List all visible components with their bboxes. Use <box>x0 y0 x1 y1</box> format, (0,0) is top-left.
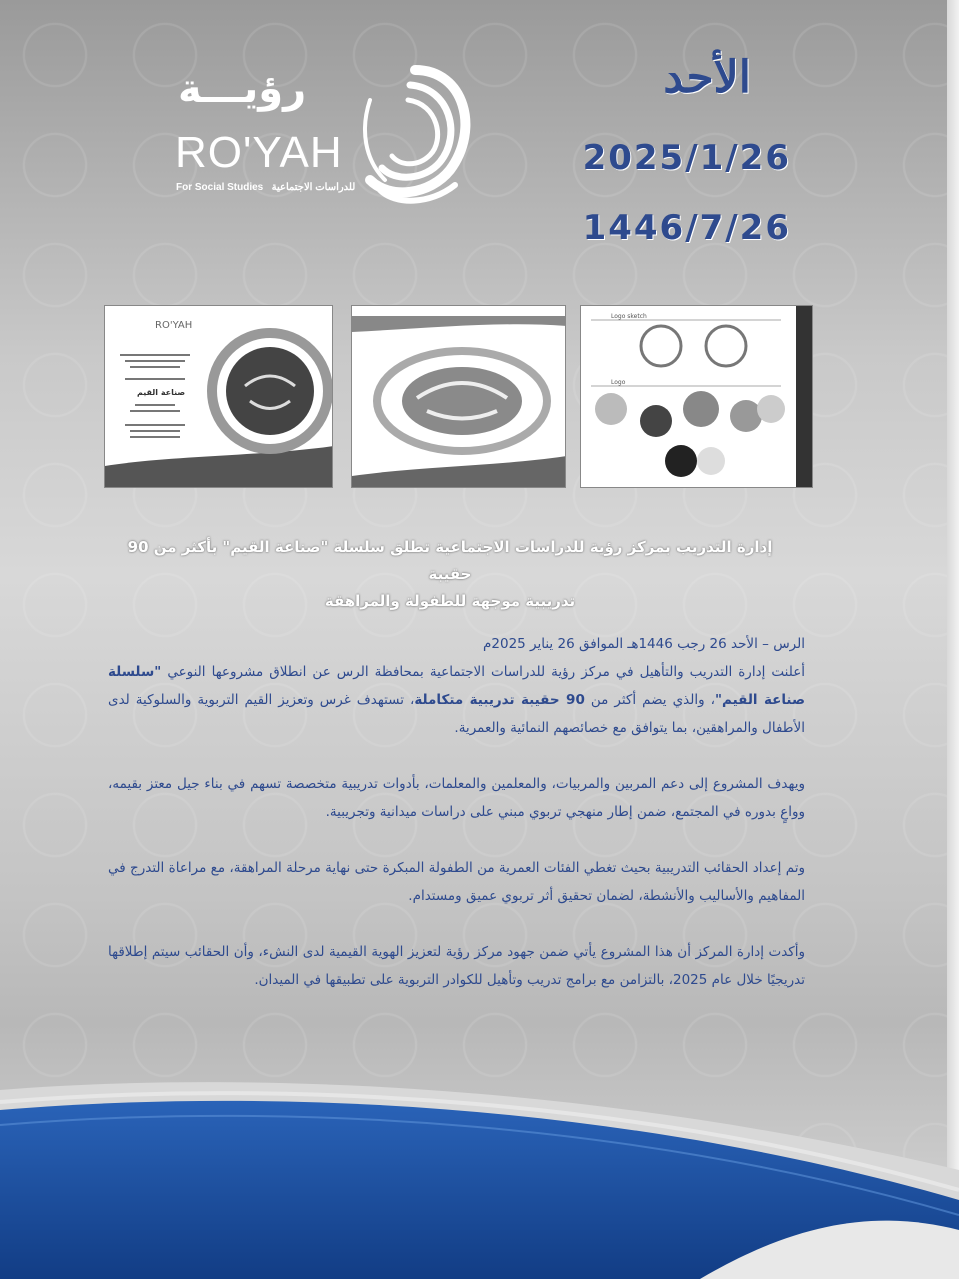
headline-line-2: تدريبية موجهة للطفولة والمراهقة <box>324 592 576 610</box>
royah-logo <box>170 60 490 210</box>
poster-title: صناعة القيم <box>137 388 186 397</box>
dateline: الرس – الأحد 26 رجب 1446هـ الموافق 26 يناير 2025م <box>483 636 805 652</box>
svg-text:Logo: Logo <box>611 379 626 386</box>
paragraph-3: وتم إعداد الحقائب التدريبية بحيث تغطي الفئات العمرية من الطفولة المبكرة حتى نهاية مرحلة المراهقة، مع مراعاة التدرج في المفاهيم والأساليب والأنشطة، لضمان تحقيق أثر تربوي عميق ومستدام. <box>108 860 805 904</box>
headline-line-1: إدارة التدريب بمركز رؤية للدراسات الاجتماعية تطلق سلسلة "صناعة القيم" بأكثر من 90 حقيبة <box>127 538 773 583</box>
svg-text:Logo sketch: Logo sketch <box>611 313 647 320</box>
paragraph-1: الرس – الأحد 26 رجب 1446هـ الموافق 26 يناير 2025م أعلنت إدارة التدريب والتأهيل في مركز رؤية للدراسات الاجتماعية بمحافظة الرس عن انطلاق مشروعها النوعي "سلسلة صناعة القيم"، والذي يضم أكثر من 90 حقيبة تدريبية متكاملة، تستهدف غرس وتعزيز القيم التربوية والسلوكية لدى الأطفال والمراهقين، بما يتوافق مع خصائصهم النمائية والعمرية. <box>108 636 805 736</box>
headline <box>110 534 790 615</box>
logo-subtitle: For Social Studies للدراسات الاجتماعية <box>176 182 356 193</box>
article-body <box>108 630 805 1022</box>
cover-preview-icon <box>352 306 566 488</box>
paragraph-4: وأكدت إدارة المركز أن هذا المشروع يأتي ضمن جهود مركز رؤية لتعزيز الهوية القيمية لدى النشء، وأن الحقائب سيتم إطلاقها تدريجيًا خلال عام 2025، بالتزامن مع برامج تدريب وتأهيل للكوادر التربوية على تطبيقها في الميدان. <box>108 944 805 988</box>
hijri-date: 1446/7/26 <box>582 208 791 248</box>
svg-text:RO'YAH: RO'YAH <box>155 320 193 331</box>
logo-sheet-preview-icon <box>581 306 813 488</box>
thumbnail-cover <box>351 305 566 488</box>
thumbnail-logo-sheet <box>580 305 813 488</box>
logo-swirl-icon <box>350 60 480 210</box>
poster-preview-icon <box>105 306 333 488</box>
series-name: "سلسلة صناعة القيم" <box>108 664 805 708</box>
bottom-wave-decoration <box>0 1070 959 1279</box>
thumbnail-poster <box>104 305 333 488</box>
logo-arabic-text: رؤيـــة <box>178 66 307 112</box>
logo-english-text: RO'YAH <box>175 128 343 177</box>
bag-count: 90 حقيبة تدريبية متكاملة <box>414 692 585 708</box>
gregorian-date: 2025/1/26 <box>582 138 791 178</box>
paragraph-2: ويهدف المشروع إلى دعم المربين والمربيات، والمعلمين والمعلمات، بأدوات تدريبية متخصصة تسهم في بناء جيل معتز بقيمه، وواعٍ بدوره في المجتمع، ضمن إطار منهجي تربوي مبني على دراسات ميدانية وتجريبية. <box>108 776 805 820</box>
day-name: الأحد <box>663 52 751 103</box>
